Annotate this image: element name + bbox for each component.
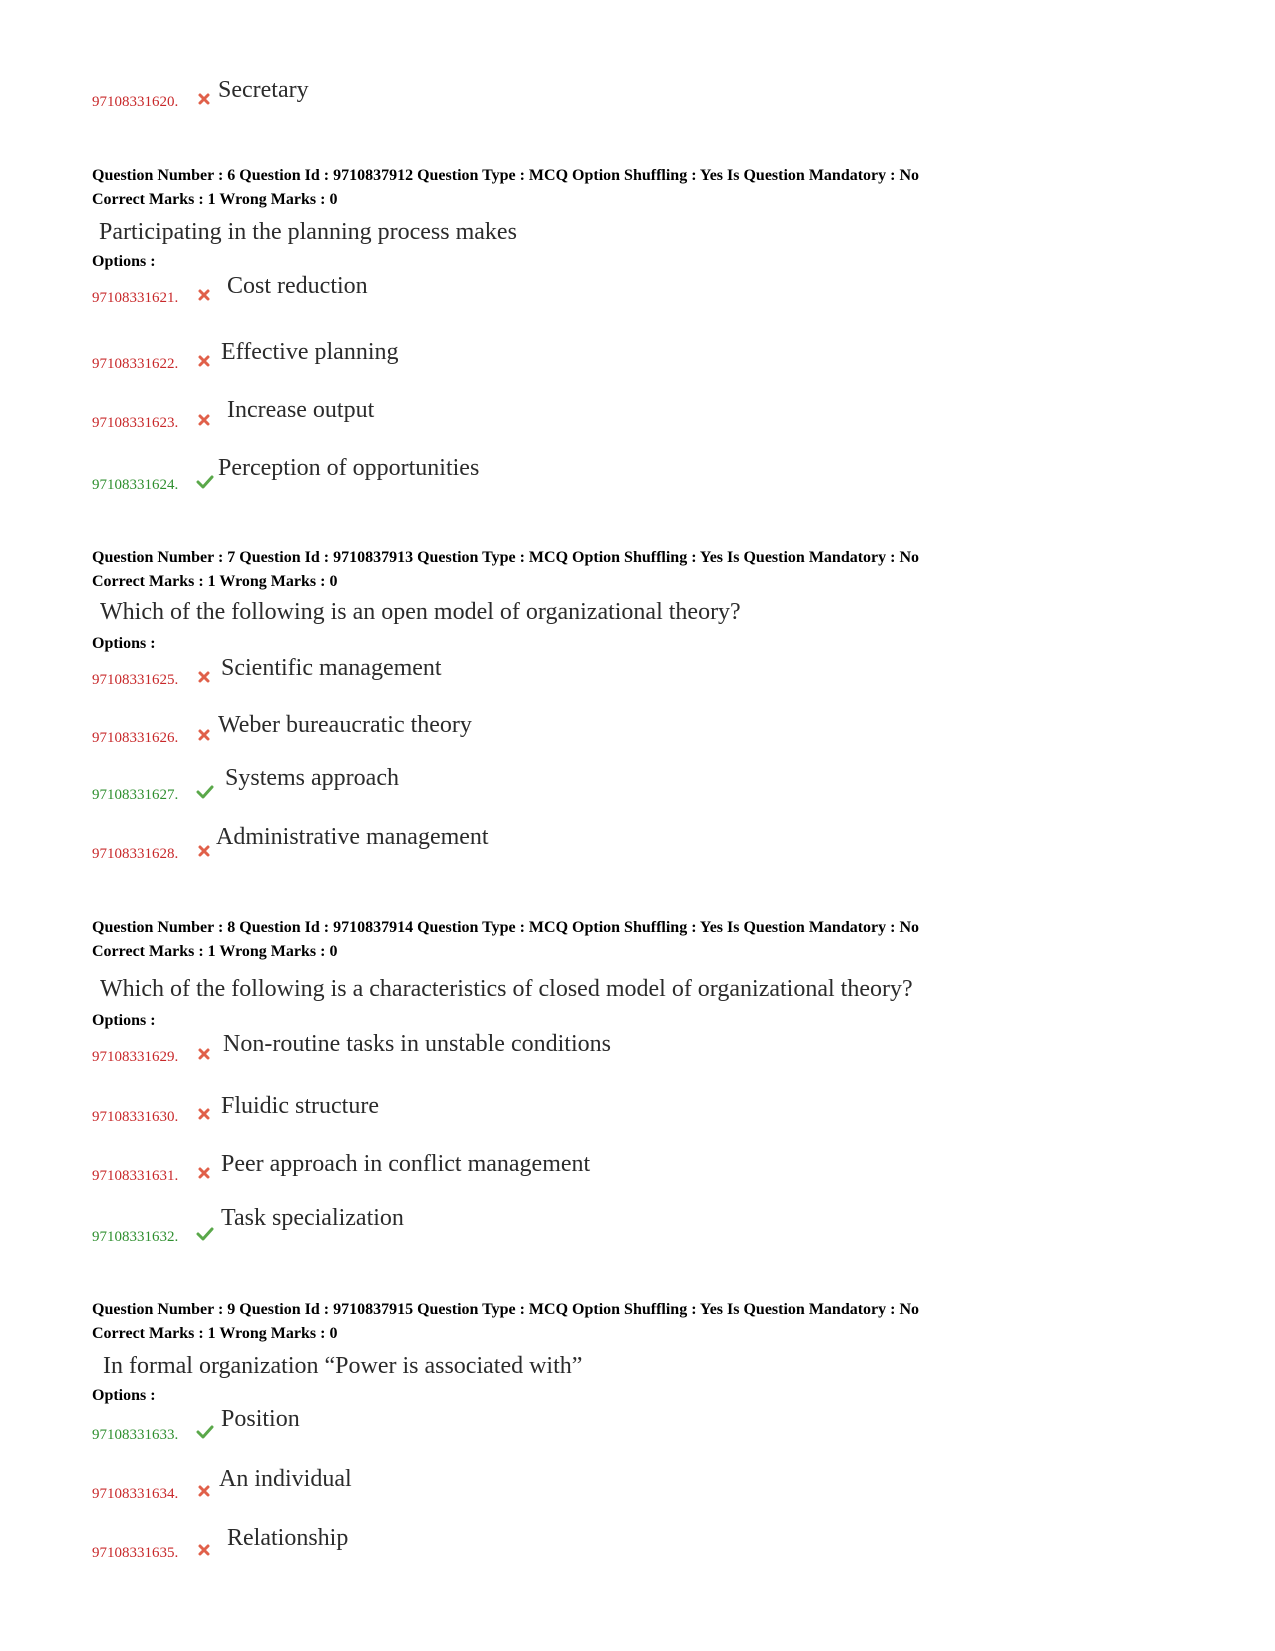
option-text: Position — [221, 1406, 300, 1432]
cross-icon — [197, 1166, 211, 1180]
option-id: 97108331633. — [92, 1427, 179, 1443]
option-id: 97108331623. — [92, 415, 179, 431]
cross-icon — [197, 1107, 211, 1121]
check-icon — [196, 1227, 214, 1241]
option-text: Administrative management — [216, 824, 489, 850]
options-label: Options : — [92, 253, 156, 270]
option-id: 97108331624. — [92, 477, 179, 493]
question-text: Which of the following is an open model of organizational theory? — [100, 599, 741, 625]
question-meta: Question Number : 8 Question Id : 9710837914 Question Type : MCQ Option Shuffling : Yes Is Question Mandatory : No — [92, 919, 920, 936]
option-id: 97108331630. — [92, 1109, 179, 1125]
question-meta: Question Number : 6 Question Id : 9710837912 Question Type : MCQ Option Shuffling : Yes Is Question Mandatory : No — [92, 167, 920, 184]
option-id: 97108331631. — [92, 1168, 179, 1184]
cross-icon — [197, 92, 211, 106]
option-id: 97108331621. — [92, 290, 179, 306]
option-text: Peer approach in conflict management — [221, 1151, 591, 1177]
option-text: Scientific management — [221, 655, 442, 681]
check-icon — [196, 785, 214, 799]
cross-icon — [197, 1047, 211, 1061]
option-text: Fluidic structure — [221, 1093, 379, 1119]
options-label: Options : — [92, 1387, 156, 1404]
question-marks: Correct Marks : 1 Wrong Marks : 0 — [92, 943, 338, 960]
option-text: Systems approach — [225, 765, 399, 791]
question-text: In formal organization “Power is associated with” — [103, 1353, 583, 1379]
question-text: Participating in the planning process makes — [99, 219, 517, 245]
cross-icon — [197, 728, 211, 742]
option-id: 97108331626. — [92, 730, 179, 746]
option-text: Task specialization — [221, 1205, 404, 1231]
option-id: 97108331622. — [92, 356, 179, 372]
question-text: Which of the following is a characteristics of closed model of organizational theory? — [100, 976, 913, 1002]
question-marks: Correct Marks : 1 Wrong Marks : 0 — [92, 1325, 338, 1342]
check-icon — [196, 1425, 214, 1439]
option-id: 97108331632. — [92, 1229, 179, 1245]
cross-icon — [197, 288, 211, 302]
option-text: Increase output — [227, 397, 375, 423]
option-id: 97108331635. — [92, 1545, 179, 1561]
options-label: Options : — [92, 635, 156, 652]
cross-icon — [197, 413, 211, 427]
question-marks: Correct Marks : 1 Wrong Marks : 0 — [92, 573, 338, 590]
option-id: 97108331627. — [92, 787, 179, 803]
question-meta: Question Number : 7 Question Id : 9710837913 Question Type : MCQ Option Shuffling : Yes Is Question Mandatory : No — [92, 549, 920, 566]
cross-icon — [197, 354, 211, 368]
option-id: 97108331628. — [92, 846, 179, 862]
option-text: Weber bureaucratic theory — [218, 712, 472, 738]
option-text: Non-routine tasks in unstable conditions — [223, 1031, 611, 1057]
cross-icon — [197, 1484, 211, 1498]
options-label: Options : — [92, 1012, 156, 1029]
cross-icon — [197, 1543, 211, 1557]
question-marks: Correct Marks : 1 Wrong Marks : 0 — [92, 191, 338, 208]
option-text: Cost reduction — [227, 273, 368, 299]
option-id: 97108331634. — [92, 1486, 179, 1502]
option-text: Effective planning — [221, 339, 399, 365]
option-id: 97108331620. — [92, 94, 179, 110]
check-icon — [196, 475, 214, 489]
cross-icon — [197, 844, 211, 858]
option-text: Perception of opportunities — [218, 455, 480, 481]
option-text: Secretary — [218, 77, 309, 103]
cross-icon — [197, 670, 211, 684]
question-meta: Question Number : 9 Question Id : 9710837915 Question Type : MCQ Option Shuffling : Yes Is Question Mandatory : No — [92, 1301, 920, 1318]
option-id: 97108331625. — [92, 672, 179, 688]
option-id: 97108331629. — [92, 1049, 179, 1065]
option-text: An individual — [219, 1466, 352, 1492]
option-text: Relationship — [227, 1525, 349, 1551]
